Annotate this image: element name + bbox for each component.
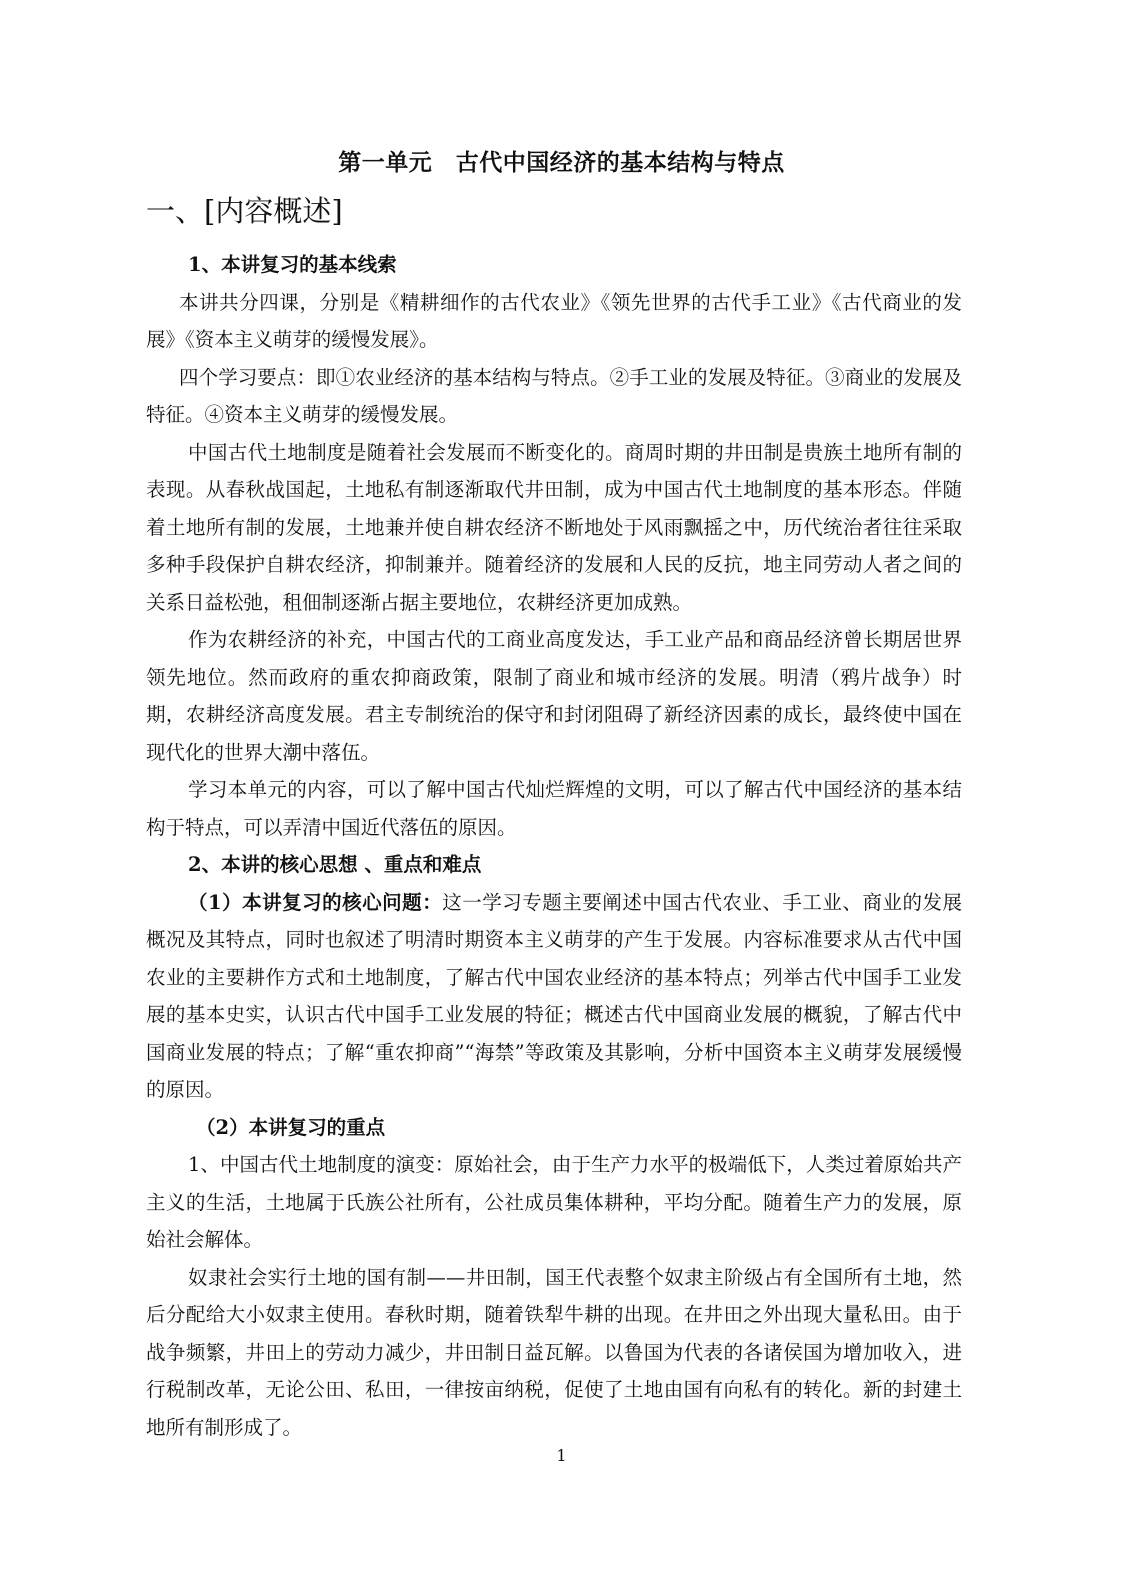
core-question-label: （1）本讲复习的核心问题： — [188, 890, 443, 914]
paragraph: 作为农耕经济的补充，中国古代的工商业高度发达，手工业产品和商品经济曾长期居世界领先地位。然而政府的重农抑商政策，限制了商业和城市经济的发展。明清（鸦片战争）时期，农耕经济高度发展。君主专制统治的保守和封闭阻碍了新经济因素的成长，最终使中国在现代化的世界大潮中落伍。 — [146, 628, 962, 764]
paragraph — [146, 884, 962, 1109]
paragraph: 奴隶社会实行土地的国有制——井田制，国王代表整个奴隶主阶级占有全国所有土地，然后分配给大小奴隶主使用。春秋时期，随着铁犁牛耕的出现。在井田之外出现大量私田。由于战争频繁，井田上的劳动力减少，井田制日益瓦解。以鲁国为代表的各诸侯国为增加收入，进行税制改革，无论公田、私田，一律按亩纳税，促使了土地由国有向私有的转化。新的封建土地所有制形成了。 — [146, 1265, 962, 1439]
subheading-key-points: （2）本讲复习的重点 — [196, 1115, 386, 1139]
document-body — [146, 246, 962, 1446]
paragraph: 四个学习要点：即①农业经济的基本结构与特点。②手工业的发展及特征。③商业的发展及特征。④资本主义萌芽的缓慢发展。 — [146, 365, 962, 426]
document-title: 第一单元 古代中国经济的基本结构与特点 — [338, 149, 785, 176]
paragraph: 1、中国古代土地制度的演变：原始社会，由于生产力水平的极端低下，人类过着原始共产主义的生活，土地属于氏族公社所有，公社成员集体耕种，平均分配。随着生产力的发展，原始社会解体。 — [146, 1153, 962, 1251]
section-heading: 一、[内容概述] — [146, 194, 343, 228]
paragraph: 学习本单元的内容，可以了解中国古代灿烂辉煌的文明，可以了解古代中国经济的基本结构于特点，可以弄清中国近代落伍的原因。 — [146, 778, 962, 839]
page-number: 1 — [556, 1446, 567, 1465]
subheading-basic-clues: 1、本讲复习的基本线索 — [188, 253, 397, 276]
core-question-text: 这一学习专题主要阐述中国古代农业、手工业、商业的发展概况及其特点，同时也叙述了明清时期资本主义萌芽的产生于发展。内容标准要求从古代中国农业的主要耕作方式和土地制度，了解古代中国农业经济的基本特点；列举古代中国手工业发展的基本史实，认识古代中国手工业发展的特征；概述古代中国商业发展的概貌，了解古代中国商业发展的特点；了解“重农抑商”“海禁”等政策及其影响，分析中国资本主义萌芽发展缓慢的原因。 — [146, 890, 962, 1101]
paragraph: 中国古代土地制度是随着社会发展而不断变化的。商周时期的井田制是贵族土地所有制的表现。从春秋战国起，土地私有制逐渐取代井田制，成为中国古代土地制度的基本形态。伴随着土地所有制的发展，土地兼并使自耕农经济不断地处于风雨飘摇之中，历代统治者往往采取多种手段保护自耕农经济，抑制兼并。随着经济的发展和人民的反抗，地主同劳动人者之间的关系日益松弛，租佃制逐渐占据主要地位，农耕经济更加成熟。 — [146, 440, 962, 614]
paragraph: 本讲共分四课，分别是《精耕细作的古代农业》《领先世界的古代手工业》《古代商业的发展》《资本主义萌芽的缓慢发展》。 — [146, 290, 962, 351]
subheading-core-ideas: 2、本讲的核心思想 、重点和难点 — [188, 853, 482, 876]
